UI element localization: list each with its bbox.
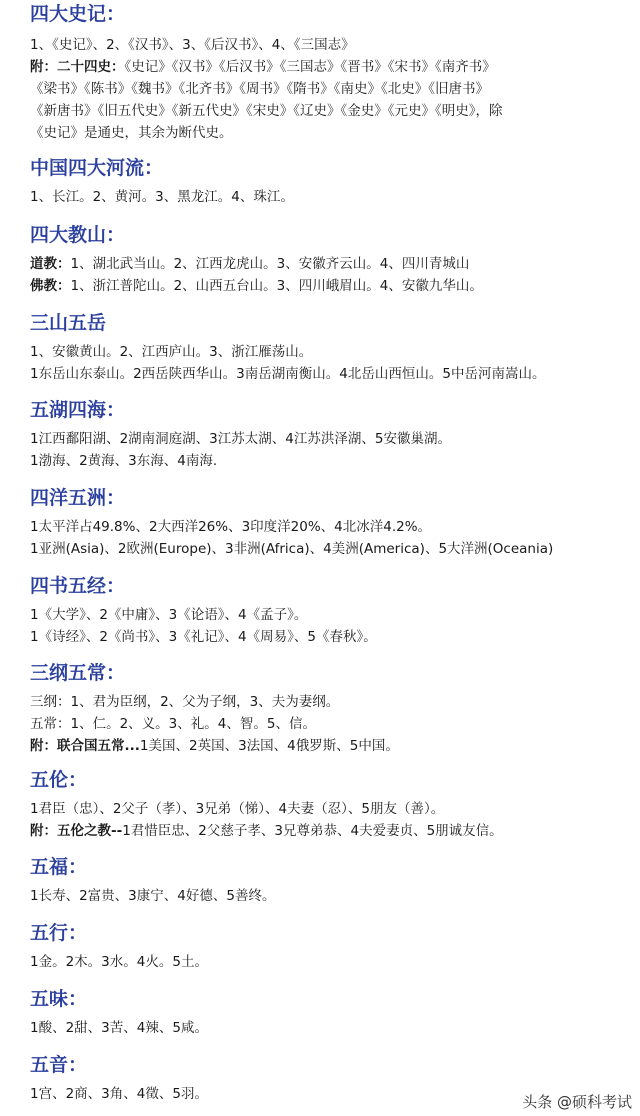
section-title: 五味： [30,988,88,1010]
text-line: 1亚洲(Asia)、2欧洲(Europe)、3非洲(Africa)、4美洲(America)、5大洋洲(Oceania) [30,541,554,557]
text-line: 1君臣（忠）、2父子（孝）、3兄弟（悌）、4夫妻（忍）、5朋友（善）。 [30,801,445,817]
section-three-bonds-five-constants [30,661,634,757]
text-line: 1、安徽黄山。2、江西庐山。3、浙江雁荡山。 [30,344,313,360]
text-line: 1酸、2甜、3苦、4辣、5咸。 [30,1020,208,1036]
section-title: 五音： [30,1054,88,1076]
text-line: 1宫、2商、3角、4徵、5羽。 [30,1086,208,1102]
section-title: 五福： [30,856,88,878]
section-three-mountains-five-peaks [30,311,634,385]
section-four-oceans-five-continents [30,486,634,560]
text-line: 附：二十四史：《史记》《汉书》《后汉书》《三国志》《晋书》《宋书》《南齐书》 [30,59,496,75]
section-four-religious-mountains [30,223,634,297]
text-line: 道教：1、湖北武当山。2、江西龙虎山。3、安徽齐云山。4、四川青城山 [30,256,470,272]
text-line: 附：五伦之教--1君惜臣忠、2父慈子孝、3兄尊弟恭、4夫爱妻贞、5朋诚友信。 [30,823,503,839]
section-four-histories [30,2,634,144]
text-line: 三纲：1、君为臣纲，2、父为子纲，3、夫为妻纲。 [30,694,340,710]
section-title: 四大教山： [30,224,126,246]
text-line: 1《大学》、2《中庸》、3《论语》、4《孟子》。 [30,607,308,623]
section-title: 四洋五洲： [30,487,126,509]
text-line: 1、《史记》、2、《汉书》、3、《后汉书》、4、《三国志》 [30,37,355,53]
section-title: 五行： [30,922,88,944]
section-title: 三山五岳 [30,312,107,334]
text-line: 《梁书》《陈书》《魏书》《北齐书》《周书》《隋书》《南史》《北史》《旧唐书》 [30,81,489,97]
text-line: 1金。2木。3水。4火。5土。 [30,954,208,970]
section-four-books-five-classics [30,574,634,648]
text-line: 1东岳山东泰山。2西岳陕西华山。3南岳湖南衡山。4北岳山西恒山。5中岳河南嵩山。 [30,366,546,382]
section-title: 四书五经： [30,575,126,597]
text-line: 1、长江。2、黄河。3、黑龙江。4、珠江。 [30,189,294,205]
section-four-rivers [30,156,634,208]
watermark-label: 头条 @硕科考试 [522,1093,632,1111]
section-title: 三纲五常： [30,662,126,684]
text-line: 1长寿、2富贵、3康宁、4好德、5善终。 [30,888,276,904]
section-five-elements [30,921,634,973]
section-five-lakes-four-seas [30,398,634,472]
section-five-flavors [30,987,634,1039]
text-line: 《新唐书》《旧五代史》《新五代史》《宋史》《辽史》《金史》《元史》《明史》，除 [30,103,503,119]
text-line: 五常：1、仁。2、义。3、礼。4、智。5、信。 [30,716,316,732]
text-line: 1渤海、2黄海、3东海、4南海. [30,453,218,469]
section-five-relationships [30,768,634,842]
text-line: 附：联合国五常...1美国、2英国、3法国、4俄罗斯、5中国。 [30,738,399,754]
section-title: 中国四大河流： [30,157,164,179]
section-title: 五伦： [30,769,88,791]
section-title: 四大史记： [30,3,126,25]
section-five-blessings [30,855,634,907]
text-line: 《史记》是通史，其余为断代史。 [30,125,233,141]
section-title: 五湖四海： [30,399,126,421]
text-line: 1《诗经》、2《尚书》、3《礼记》、4《周易》、5《春秋》。 [30,629,377,645]
text-line: 佛教：1、浙江普陀山。2、山西五台山。3、四川峨眉山。4、安徽九华山。 [30,278,483,294]
text-line: 1江西鄱阳湖、2湖南洞庭湖、3江苏太湖、4江苏洪泽湖、5安徽巢湖。 [30,431,451,447]
text-line: 1太平洋占49.8%、2大西洋26%、3印度洋20%、4北冰洋4.2%。 [30,519,432,535]
